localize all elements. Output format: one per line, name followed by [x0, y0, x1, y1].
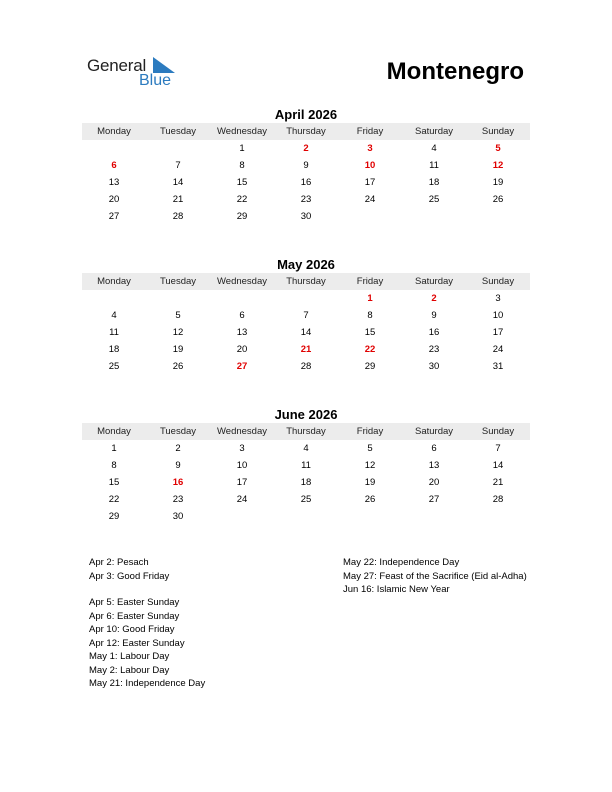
weekday-label: Monday — [97, 126, 131, 137]
day-cell: 20 — [428, 477, 440, 488]
month-title: May 2026 — [277, 257, 335, 272]
week-row — [82, 191, 530, 208]
day-cell: 18 — [428, 177, 440, 188]
day-cell: 28 — [492, 494, 504, 505]
day-cell: 19 — [492, 177, 504, 188]
weekday-label: Sunday — [481, 426, 515, 437]
day-cell: 13 — [236, 327, 248, 338]
day-cell: 26 — [492, 194, 504, 205]
day-cell: 14 — [492, 460, 504, 471]
month-calendar — [82, 106, 530, 225]
weekday-header — [82, 423, 530, 440]
day-cell: 10 — [236, 460, 248, 471]
day-cell: 29 — [364, 361, 376, 372]
holiday-notes-left — [89, 556, 309, 691]
week-row — [82, 508, 530, 525]
day-cell: 31 — [492, 361, 504, 372]
logo-triangle-icon — [153, 57, 175, 73]
weekday-label: Monday — [97, 276, 131, 287]
weekday-label: Saturday — [414, 426, 454, 437]
day-cell: 11 — [429, 160, 439, 171]
day-cell: 16 — [300, 177, 312, 188]
holiday-note: Apr 2: Pesach — [89, 557, 149, 568]
month-title: June 2026 — [274, 407, 338, 422]
holiday-day-cell: 3 — [367, 143, 373, 154]
day-cell: 3 — [495, 293, 501, 304]
weekday-label: Friday — [356, 426, 384, 437]
day-cell: 4 — [111, 310, 117, 321]
day-cell: 29 — [108, 511, 120, 522]
week-row — [82, 324, 530, 341]
day-cell: 22 — [236, 194, 248, 205]
weekday-label: Thursday — [286, 276, 326, 287]
day-cell: 4 — [431, 143, 437, 154]
holiday-note: Apr 6: Easter Sunday — [89, 610, 180, 622]
holiday-note: Apr 10: Good Friday — [89, 624, 175, 635]
weekday-label: Friday — [356, 276, 384, 287]
day-cell: 28 — [172, 211, 184, 222]
day-cell: 10 — [492, 310, 504, 321]
week-row — [82, 307, 530, 324]
holiday-day-cell: 21 — [300, 344, 312, 355]
weekday-label: Sunday — [481, 276, 515, 287]
day-cell: 30 — [428, 361, 440, 372]
note-gap — [89, 583, 309, 596]
day-cell: 27 — [108, 211, 120, 222]
day-cell: 8 — [367, 310, 373, 321]
week-row — [82, 174, 530, 191]
day-cell: 25 — [428, 194, 440, 205]
day-cell: 8 — [239, 160, 245, 171]
weekday-label: Wednesday — [217, 276, 267, 287]
day-cell: 23 — [300, 194, 312, 205]
day-cell: 14 — [300, 327, 312, 338]
weekday-label: Wednesday — [217, 426, 267, 437]
day-cell: 24 — [236, 494, 248, 505]
day-cell: 30 — [172, 511, 184, 522]
day-cell: 19 — [172, 344, 184, 355]
holiday-note: May 27: Feast of the Sacrifice (Eid al-Adha) — [343, 570, 527, 582]
day-cell: 7 — [495, 443, 501, 454]
holiday-day-cell: 27 — [236, 361, 248, 372]
day-cell: 26 — [172, 361, 184, 372]
day-cell: 28 — [300, 361, 312, 372]
day-cell: 7 — [175, 160, 181, 171]
day-cell: 13 — [428, 460, 440, 471]
weekday-label: Wednesday — [217, 126, 267, 137]
week-row — [82, 440, 530, 457]
day-cell: 17 — [492, 327, 504, 338]
day-cell: 15 — [364, 327, 376, 338]
day-cell: 30 — [300, 211, 312, 222]
day-cell: 16 — [428, 327, 440, 338]
logo-general-text: General — [87, 56, 147, 75]
weekday-label: Friday — [356, 126, 384, 137]
day-cell: 4 — [303, 443, 309, 454]
month-calendar — [82, 406, 530, 525]
logo-blue-text: Blue — [139, 72, 172, 89]
holiday-day-cell: 16 — [172, 477, 184, 488]
week-row — [82, 208, 530, 225]
weekday-label: Monday — [97, 426, 131, 437]
day-cell: 22 — [108, 494, 120, 505]
holiday-day-cell: 10 — [364, 160, 376, 171]
day-cell: 7 — [303, 310, 309, 321]
holiday-day-cell: 2 — [431, 293, 437, 304]
holiday-note: Apr 12: Easter Sunday — [89, 637, 185, 649]
weekday-label: Sunday — [481, 126, 515, 137]
day-cell: 18 — [300, 477, 312, 488]
day-cell: 12 — [172, 327, 184, 338]
day-cell: 11 — [109, 327, 119, 338]
holiday-day-cell: 12 — [492, 160, 504, 171]
day-cell: 5 — [175, 310, 181, 321]
day-cell: 18 — [108, 344, 120, 355]
day-cell: 8 — [111, 460, 117, 471]
weekday-label: Thursday — [286, 126, 326, 137]
week-row — [82, 157, 530, 174]
weekday-label: Saturday — [414, 126, 454, 137]
holiday-day-cell: 5 — [495, 143, 501, 154]
week-row — [82, 358, 530, 375]
day-cell: 20 — [108, 194, 120, 205]
day-cell: 13 — [108, 177, 120, 188]
holiday-day-cell: 6 — [111, 160, 117, 171]
day-cell: 2 — [175, 443, 181, 454]
day-cell: 1 — [111, 443, 117, 454]
day-cell: 6 — [239, 310, 245, 321]
holiday-note: Apr 3: Good Friday — [89, 570, 170, 582]
day-cell: 24 — [364, 194, 376, 205]
holiday-day-cell: 22 — [364, 344, 376, 355]
month-calendar — [82, 256, 530, 375]
day-cell: 27 — [428, 494, 440, 505]
weekday-label: Tuesday — [159, 276, 197, 287]
month-title: April 2026 — [274, 107, 338, 122]
day-cell: 17 — [364, 177, 376, 188]
day-cell: 5 — [367, 443, 373, 454]
weekday-label: Tuesday — [159, 126, 197, 137]
day-cell: 17 — [236, 477, 248, 488]
holiday-day-cell: 2 — [303, 143, 309, 154]
weekday-label: Thursday — [286, 426, 326, 437]
day-cell: 6 — [431, 443, 437, 454]
weekday-header — [82, 123, 530, 140]
week-row — [82, 491, 530, 508]
day-cell: 12 — [364, 460, 376, 471]
day-cell: 9 — [303, 160, 309, 171]
day-cell: 21 — [492, 477, 504, 488]
day-cell: 15 — [108, 477, 120, 488]
weekday-header — [82, 273, 530, 290]
holiday-note: May 21: Independence Day — [89, 678, 206, 689]
holiday-note: May 1: Labour Day — [89, 651, 170, 662]
day-cell: 26 — [364, 494, 376, 505]
week-row — [82, 474, 530, 491]
day-cell: 14 — [172, 177, 184, 188]
holiday-day-cell: 1 — [367, 293, 373, 304]
country-title: Montenegro — [386, 58, 524, 85]
holiday-note: Apr 5: Easter Sunday — [89, 597, 180, 608]
day-cell: 1 — [239, 143, 245, 154]
day-cell: 25 — [108, 361, 120, 372]
week-row — [82, 457, 530, 474]
day-cell: 15 — [236, 177, 248, 188]
day-cell: 3 — [239, 443, 245, 454]
week-row — [82, 341, 530, 358]
day-cell: 9 — [175, 460, 181, 471]
holiday-note: Jun 16: Islamic New Year — [343, 584, 450, 595]
week-row — [82, 290, 530, 307]
day-cell: 20 — [236, 344, 248, 355]
generalblue-logo — [87, 56, 187, 92]
day-cell: 24 — [492, 344, 504, 355]
day-cell: 9 — [431, 310, 437, 321]
holiday-notes-right — [343, 556, 533, 597]
day-cell: 25 — [300, 494, 312, 505]
day-cell: 23 — [428, 344, 440, 355]
holiday-note: May 2: Labour Day — [89, 664, 170, 676]
day-cell: 21 — [172, 194, 184, 205]
day-cell: 11 — [301, 460, 311, 471]
weekday-label: Tuesday — [159, 426, 197, 437]
weekday-label: Saturday — [414, 276, 454, 287]
day-cell: 29 — [236, 211, 248, 222]
week-row — [82, 140, 530, 157]
day-cell: 23 — [172, 494, 184, 505]
day-cell: 19 — [364, 477, 376, 488]
holiday-note: May 22: Independence Day — [343, 557, 460, 568]
